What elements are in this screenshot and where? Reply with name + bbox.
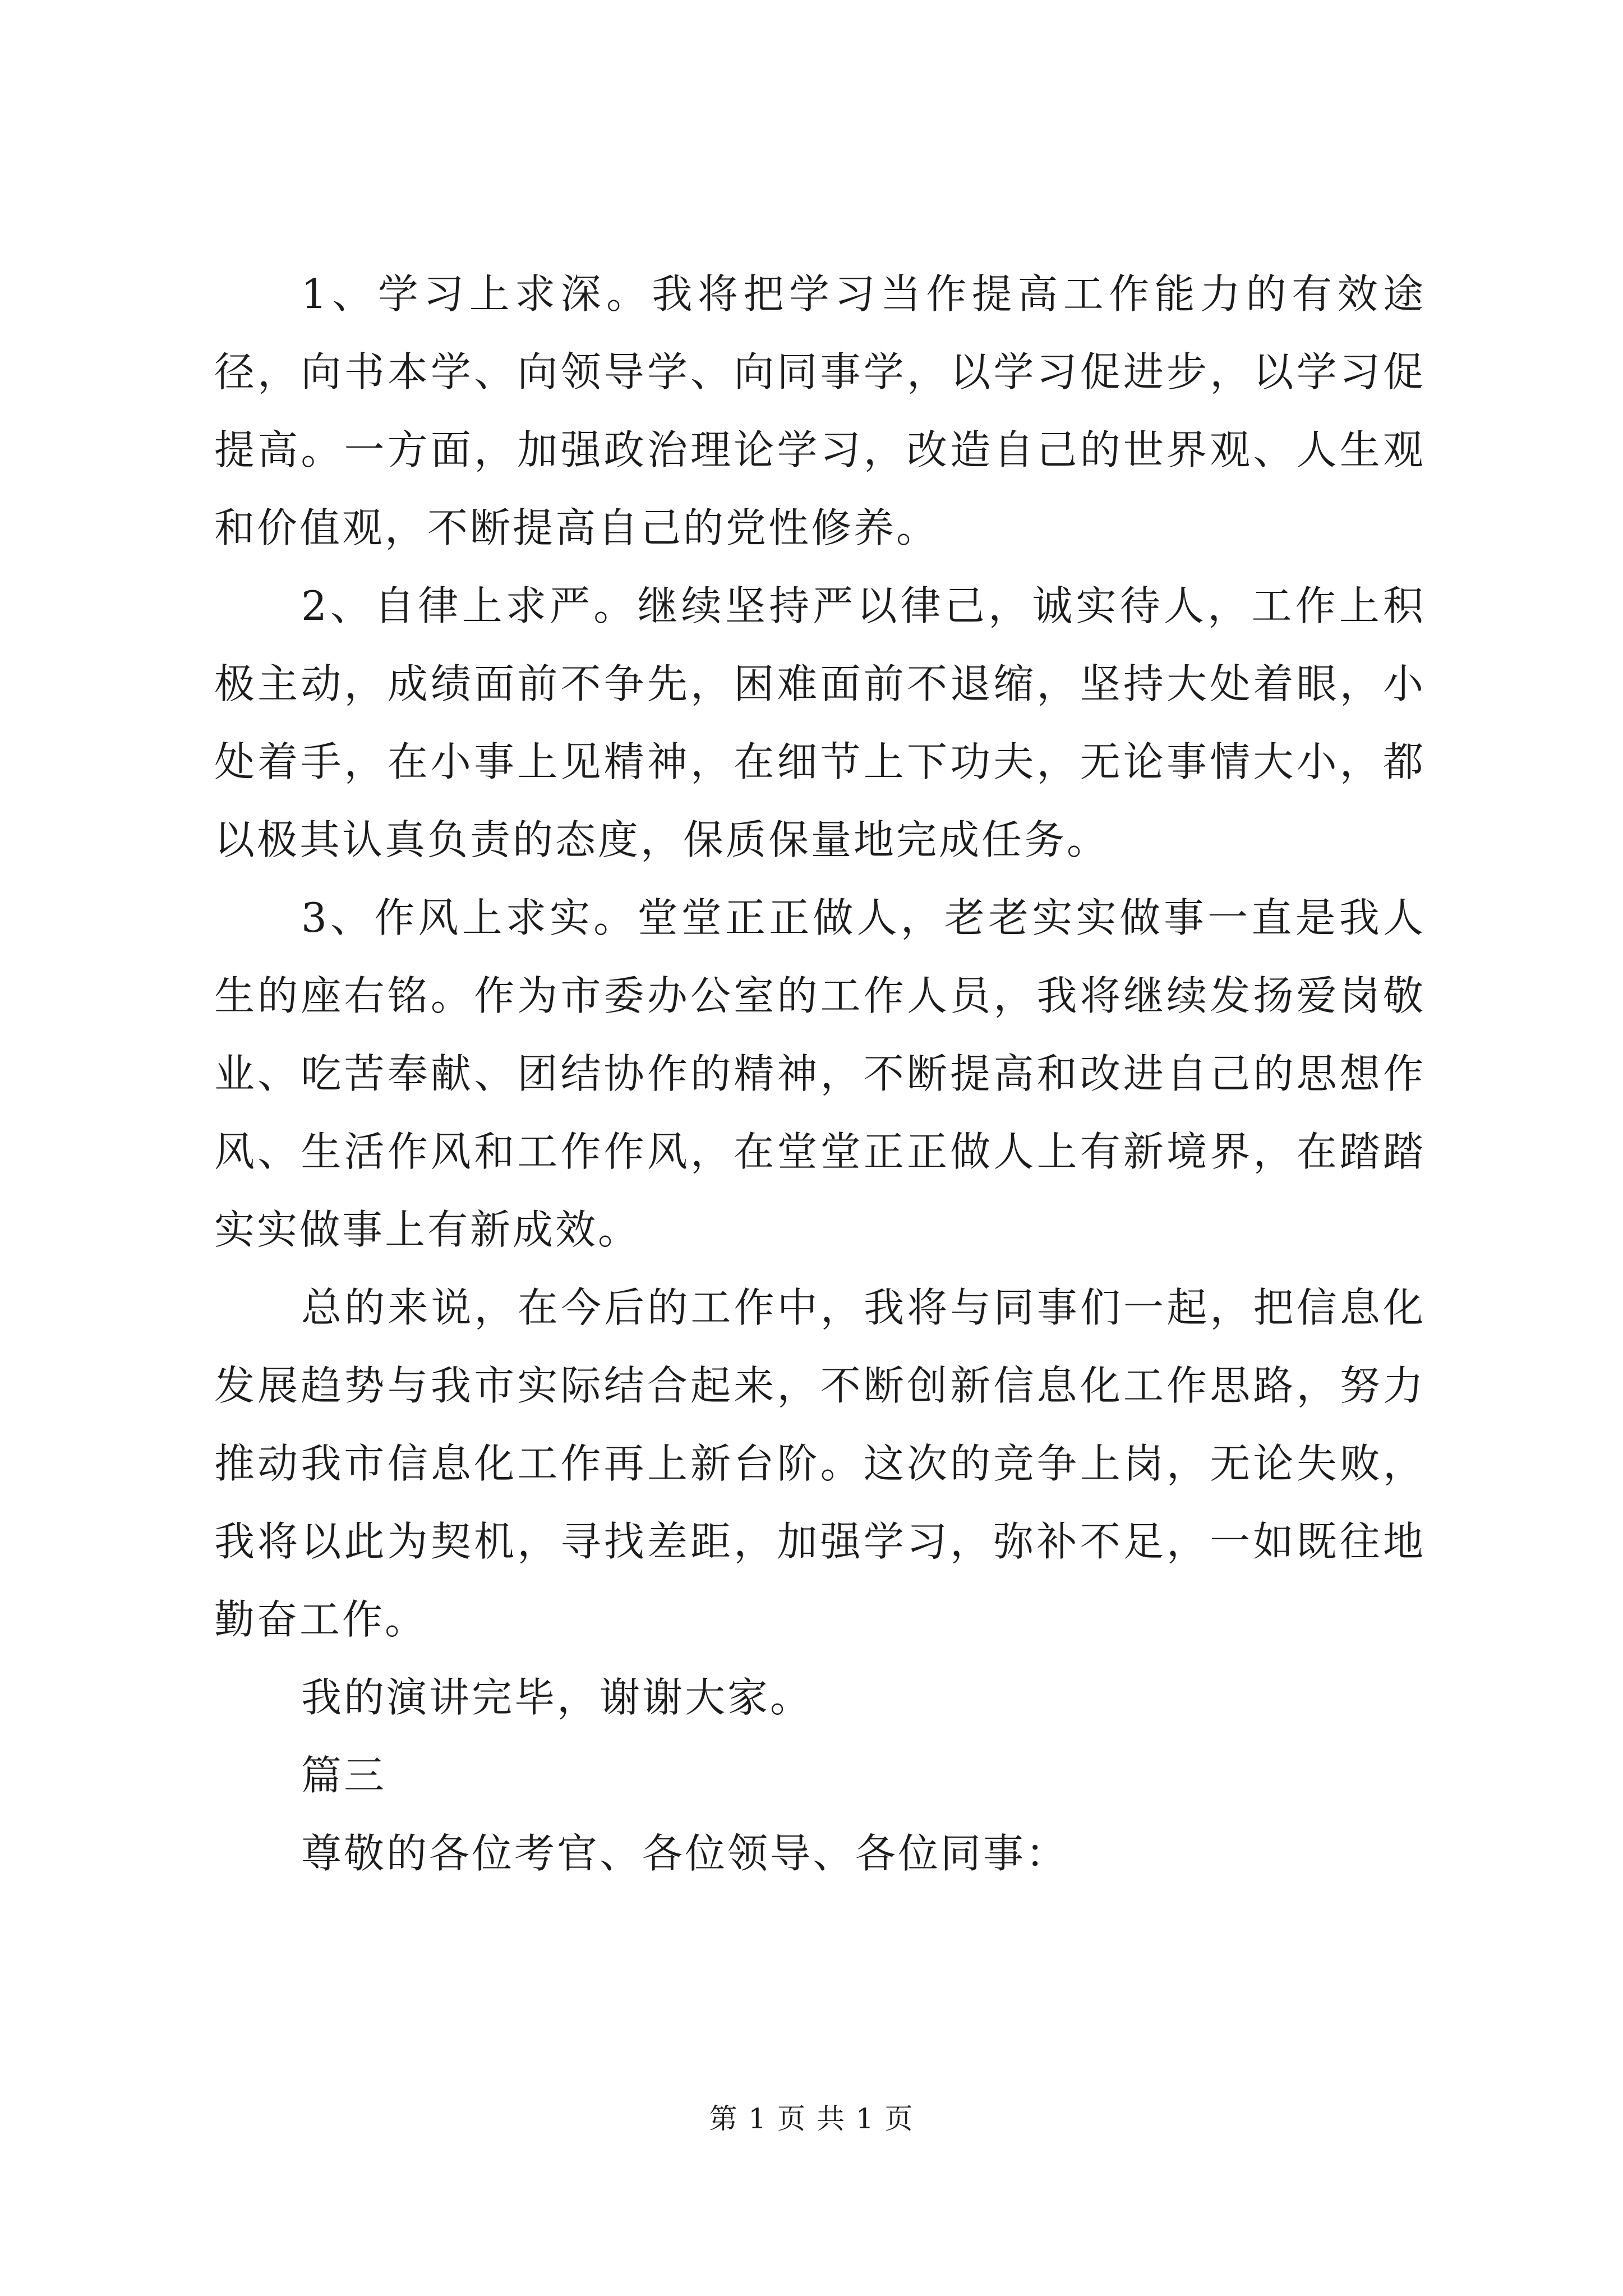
paragraph-discipline: 2、自律上求严。继续坚持严以律己，诚实待人，工作上积极主动，成绩面前不争先，困难面前不退缩，坚持大处着眼，小处着手，在小事上见精神，在细节上下功夫，无论事情大小，都以极其认真负责的态度，保质保量地完成任务。: [214, 582, 1426, 863]
paragraph-study: 1、学习上求深。我将把学习当作提高工作能力的有效途径，向书本学、向领导学、向同事学，以学习促进步，以学习促提高。一方面，加强政治理论学习，改造自己的世界观、人生观和价值观，不断提高自己的党性修养。: [214, 270, 1426, 551]
page-footer: 第 1 页 共 1 页: [709, 2102, 914, 2135]
document-body: [214, 255, 1426, 1893]
paragraph-salutation: 尊敬的各位考官、各位领导、各位同事：: [301, 1830, 1069, 1877]
paragraph-summary: 总的来说，在今后的工作中，我将与同事们一起，把信息化发展趋势与我市实际结合起来，不断创新信息化工作思路，努力推动我市信息化工作再上新台阶。这次的竞争上岗，无论失败，我将以此为契机，寻找差距，加强学习，弥补不足，一如既往地勤奋工作。: [214, 1284, 1426, 1643]
section-heading: 篇三: [301, 1752, 387, 1799]
paragraph-work-style: 3、作风上求实。堂堂正正做人，老老实实做事一直是我人生的座右铭。作为市委办公室的工作人员，我将继续发扬爱岗敬业、吃苦奉献、团结协作的精神，不断提高和改进自己的思想作风、生活作风和工作作风，在堂堂正正做人上有新境界，在踏踏实实做事上有新成效。: [214, 894, 1426, 1253]
paragraph-closing: 我的演讲完毕，谢谢大家。: [301, 1674, 813, 1721]
